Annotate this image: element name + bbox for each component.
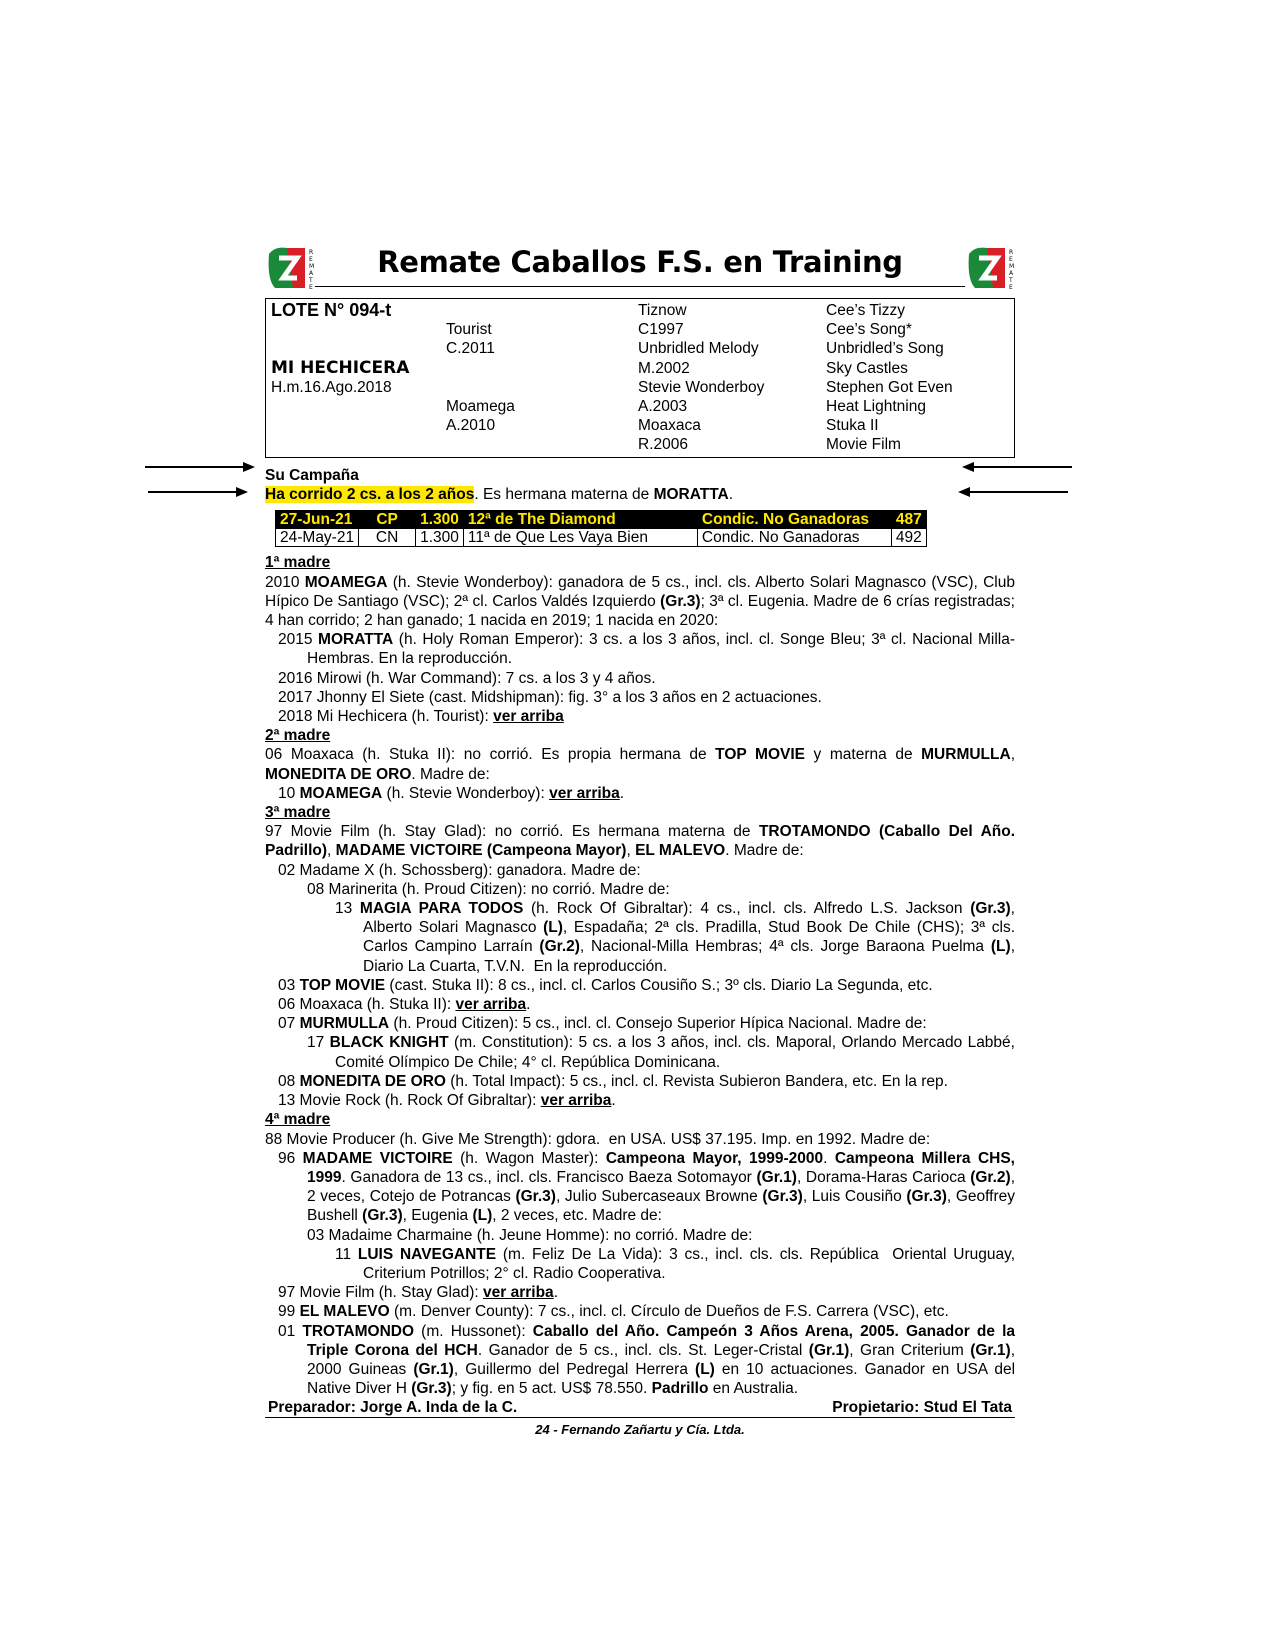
arrow-left-2 [148,487,248,497]
campaign-section [265,466,1015,504]
svg-text:A: A [1009,270,1014,277]
paragraph: 08 Marinerita (h. Proud Citizen): no corrió. Madre de: [307,880,670,898]
page [265,240,1015,1437]
paragraph: 08 MONEDITA DE ORO (h. Total Impact): 5 cs., incl. cl. Revista Subieron Bandera, etc. En la rep. [278,1072,948,1090]
paragraph: 2015 MORATTA (h. Holy Roman Emperor): 3 cs. a los 3 años, incl. cl. Songe Bleu; 3ª cl. Nacional Milla-Hembras. En la reproducción. [278,631,1015,668]
paragraph: 13 MAGIA PARA TODOS (h. Rock Of Gibraltar): 4 cs., incl. cls. Alfredo L.S. Jackson (Gr.3), Alberto Solari Magnasco (L), Espadaña; 2ª cls. Pradilla, Stud Book De Chile (CHS); 3ª cls. Carlos Campino Larraín (Gr.2), Nacional-Milla Hembras; 4ª cls. Jorge Baraona Puelma (L), Diario La Cuarta, T.V.N. En la reproducción. [335,900,1016,975]
ped-cell: Moaxaca [638,417,701,435]
svg-text:A: A [309,270,314,277]
run-place: 11ª de Que Les Vaya Bien [463,529,697,547]
run-weight: 487 [891,511,926,529]
ped-cell: Cee’s Song* [826,321,912,339]
paragraph: 03 TOP MOVIE (cast. Stuka II): 8 cs., incl. cl. Carlos Cousiño S.; 3º cls. Diario La Segunda, etc. [278,976,933,994]
svg-text:M: M [309,263,315,270]
family-section [265,553,1015,1398]
ped-cell: Unbridled’s Song [826,340,944,358]
run-track: CP [359,511,416,529]
svg-text:R: R [1009,249,1014,256]
ped-cell: M.2002 [638,359,690,377]
run-condition: Condic. No Ganadoras [697,511,891,529]
svg-text:E: E [1009,284,1013,291]
paragraph: 11 LUIS NAVEGANTE (m. Feliz De La Vida): 3 cs., incl. cls. cls. República Oriental Uruguay, Criterium Potrillos; 2° cl. Radio Cooperativa. [335,1245,1016,1282]
run-distance: 1.300 [416,529,464,547]
paragraph: 01 TROTAMONDO (m. Hussonet): Caballo del Año. Campeón 3 Años Arena, 2005. Ganador de la Triple Corona del HCH. Ganador de 5 cs., incl. cls. St. Leger-Cristal (Gr.1), Gran Criterium (Gr.1), 2000 Guineas (Gr.1), Guillermo del Pedregal Herrera (L) en 10 actuaciones. Ganador en USA del Native Diver H (Gr.3); y fig. en 5 act. US$ 78.550. Padrillo en Australia. [278,1322,1016,1398]
race-results-table [275,510,927,547]
ped-cell: Stuka II [826,417,879,435]
campaign-end: . [728,486,734,504]
campaign-sibling: MORATTA [653,486,729,504]
ped-cell: Stephen Got Even [826,378,953,396]
paragraph: 17 BLACK KNIGHT (m. Constitution): 5 cs. a los 3 años, incl. cls. Maporal, Orlando Mercado Labbé, Comité Olímpico De Chile; 4° cl. República Dominicana. [307,1034,1015,1071]
horse-info: H.m.16.Ago.2018 [271,378,392,396]
remates-logo-right-icon [965,244,1017,292]
paragraph: 97 Movie Film (h. Stay Glad): no corrió. Es hermana materna de TROTAMONDO (Caballo Del Año. Padrillo), MADAME VICTOIRE (Campeona Mayor), EL MALEVO. Madre de: [265,823,1015,860]
table-row [276,511,927,529]
header [265,240,1015,300]
ped-cell: A.2003 [638,398,688,416]
ped-cell: Unbridled Melody [638,340,759,358]
table-row [276,529,927,547]
paragraph: 2017 Jhonny El Siete (cast. Midshipman): fig. 3° a los 3 años en 2 actuaciones. [278,688,822,706]
pedigree-box [265,298,1015,458]
arrow-left-1 [145,462,255,472]
paragraph: 07 MURMULLA (h. Proud Citizen): 5 cs., incl. cl. Consejo Superior Hípica Nacional. Madre de: [278,1015,927,1033]
svg-text:E: E [309,284,313,291]
svg-text:E: E [309,256,313,263]
section-heading: 3ª madre [265,804,331,822]
ped-cell: Stevie Wonderboy [638,378,765,396]
trainer: Preparador: Jorge A. Inda de la C. [268,1399,518,1417]
ped-cell: Tiznow [638,302,687,319]
paragraph: 03 Madaime Charmaine (h. Jeune Homme): no corrió. Madre de: [307,1226,753,1244]
page-title: Remate Caballos F.S. en Training [377,245,903,279]
paragraph: 06 Moaxaca (h. Stuka II): no corrió. Es propia hermana de TOP MOVIE y materna de MURMULLA, MONEDITA DE ORO. Madre de: [265,746,1015,783]
page-footer: 24 - Fernando Zañartu y Cía. Ltda. [535,1422,745,1438]
svg-text:T: T [1009,277,1013,284]
svg-text:E: E [1009,256,1013,263]
ped-cell: C1997 [638,321,684,339]
lote-number: LOTE N° 094-t [271,300,392,320]
paragraph: 99 EL MALEVO (m. Denver County): 7 cs., incl. cl. Círculo de Dueños de F.S. Carrera (VSC), etc. [278,1303,949,1321]
horse-name: MI HECHICERA [271,357,410,378]
run-date: 27-Jun-21 [276,511,359,529]
paragraph: 13 Movie Rock (h. Rock Of Gibraltar): ver arriba. [278,1092,616,1110]
ped-cell: Heat Lightning [826,398,926,416]
campaign-highlight: Ha corrido 2 cs. a los 2 años [265,486,475,504]
paragraph: 96 MADAME VICTOIRE (h. Wagon Master): Campeona Mayor, 1999-2000. Campeona Millera CHS, 1999. Ganadora de 13 cs., incl. cls. Francisco Baeza Sotomayor (Gr.1), Dorama-Haras Carioca (Gr.2), 2 veces, Cotejo de Potrancas (Gr.3), Julio Subercaseaux Browne (Gr.3), Luis Cousiño (Gr.3), Geoffrey Bushell (Gr.3), Eugenia (L), 2 veces, etc. Madre de: [278,1149,1015,1225]
sire-name: Tourist [446,321,492,339]
run-condition: Condic. No Ganadoras [697,529,891,547]
campaign-text: . Es hermana materna de [474,486,654,504]
run-distance: 1.300 [416,511,464,529]
remates-logo-left-icon [265,244,317,292]
owner: Propietario: Stud El Tata [832,1399,1012,1417]
run-track: CN [359,529,416,547]
paragraph: 2010 MOAMEGA (h. Stevie Wonderboy): ganadora de 5 cs., incl. cls. Alberto Solari Magnasco (VSC), Club Hípico De Santiago (VSC); 2ª cl. Carlos Valdés Izquierdo (Gr.3); 3ª cl. Eugenia. Madre de 6 crías registradas; 4 han corrido; 2 han ganado; 1 nacida en 2019; 1 nacida en 2020: [265,573,1015,630]
campaign-heading: Su Campaña [265,467,359,484]
ped-cell: R.2006 [638,436,688,454]
paragraph: 06 Moaxaca (h. Stuka II): ver arriba. [278,996,531,1014]
section-heading: 1ª madre [265,554,331,572]
run-date: 24-May-21 [276,529,359,547]
dam-year: A.2010 [446,417,496,435]
ped-cell: Cee’s Tizzy [826,302,905,319]
ped-cell: Sky Castles [826,359,908,377]
sire-year: C.2011 [446,340,495,358]
svg-text:T: T [309,277,313,284]
paragraph: 88 Movie Producer (h. Give Me Strength): gdora. en USA. US$ 37.195. Imp. en 1992. Madre de: [265,1130,931,1148]
pedigree-col3 [638,301,764,455]
section-heading: 2ª madre [265,727,331,745]
run-place: 12ª de The Diamond [463,511,697,529]
paragraph: 2016 Mirowi (h. War Command): 7 cs. a los 3 y 4 años. [278,669,656,687]
pedigree-col4 [826,301,953,455]
ped-cell: Movie Film [826,436,901,454]
section-heading: 4ª madre [265,1111,331,1129]
dam-name: Moamega [446,398,515,416]
footer-line [265,1398,1015,1418]
title-rule [315,286,965,287]
svg-text:R: R [309,249,314,256]
paragraph: 2018 Mi Hechicera (h. Tourist): ver arriba [278,708,564,726]
paragraph: 02 Madame X (h. Schossberg): ganadora. Madre de: [278,861,641,879]
paragraph: 10 MOAMEGA (h. Stevie Wonderboy): ver arriba. [278,784,625,802]
svg-text:M: M [1009,263,1015,270]
paragraph: 97 Movie Film (h. Stay Glad): ver arriba. [278,1284,558,1302]
run-weight: 492 [891,529,926,547]
